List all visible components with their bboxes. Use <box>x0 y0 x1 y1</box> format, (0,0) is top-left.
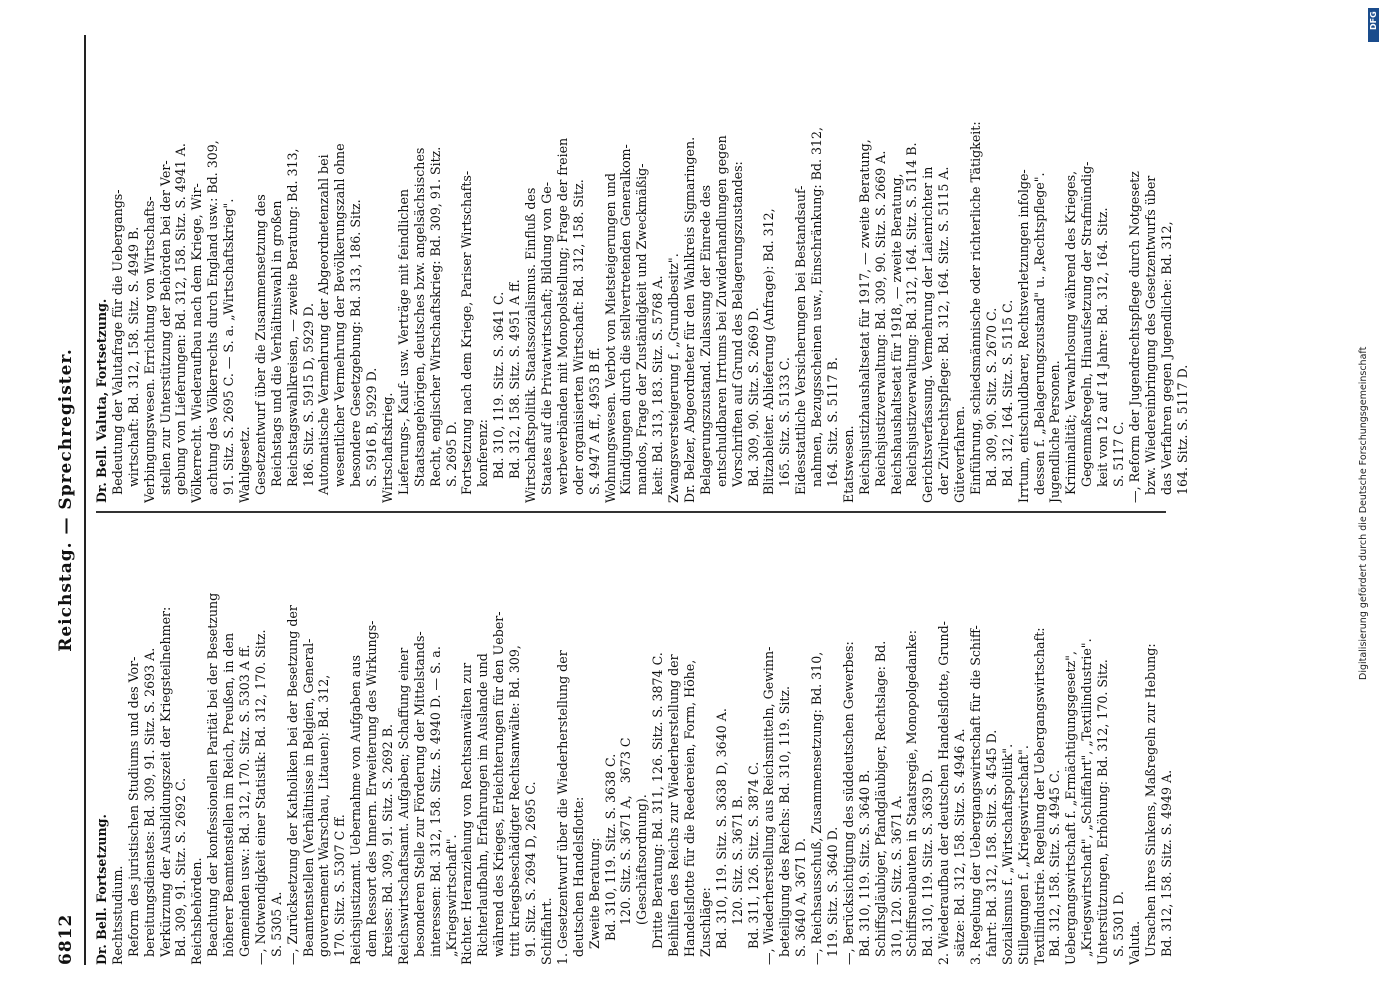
register-entry-line: S. 5916 B, 5929 D. <box>364 367 380 503</box>
register-entry-line: höherer Beamtenstellen im Reich, Preußen, in den <box>221 632 237 965</box>
register-entry-line: Belagerungszustand. Zulassung der Einrede des <box>697 185 713 503</box>
register-entry-line: (Geschäftsordnung). <box>634 794 650 965</box>
register-entry-line: Reichsjustizverwaltung: Bd. 312, 164. Sitz. S. 5114 B. <box>904 142 920 503</box>
register-entry-line: Schiffsneubauten in Staatsregie, Monopolgedanke: <box>904 630 920 965</box>
column-divider <box>96 512 1166 514</box>
register-entry-line: Zweite Beratung: <box>586 837 602 965</box>
register-entry-line: Reichsbehörden. <box>189 857 205 965</box>
register-entry-line: Gerichtsverfassung. Vermehrung der Laienrichter in <box>920 166 936 503</box>
register-entry-line: Richterlaufbahn, Erfahrungen im Auslande und <box>475 653 491 965</box>
register-entry-line: Wahlgesetz. <box>237 426 253 503</box>
register-entry-line: Güteverfahren. <box>952 405 968 503</box>
register-entry-line: Blitzableiter. Ablieferung (Anfrage): Bd. 312, <box>761 208 777 503</box>
register-entry-line: Bd. 312, 164. Sitz. S. 5115 C. <box>999 299 1015 503</box>
register-entry-line: Staates auf die Privatwirtschaft; Bildung von Ge- <box>538 182 554 503</box>
register-entry-line: tritt kriegsbeschädigter Rechtsanwälte: Bd. 309, <box>507 645 523 965</box>
register-entry-line: Zuschläge: <box>697 887 713 965</box>
register-entry-line: Beachtung der konfessionellen Parität bei der Besetzung <box>205 592 221 965</box>
register-entry-line: Beamtenstellen (Verhältnisse in Belgien, General- <box>300 638 316 965</box>
register-entry-line: konferenz: <box>475 419 491 503</box>
register-entry-line: Verbingungswesen. Errichtung von Wirtschafts- <box>141 196 157 503</box>
register-entry-line: kreises: Bd. 309, 91. Sitz. S. 2692 B. <box>380 723 396 965</box>
register-entry-line: Valuta. <box>1126 920 1142 965</box>
register-entry-line: Bd. 312, 158. Sitz. S. 4949 A. <box>1158 769 1174 965</box>
register-entry-line: Dritte Beratung: Bd. 311, 126. Sitz. S. 3874 C. <box>650 652 666 965</box>
register-entry-line: Uebergangswirtschaft f. „Ermächtigungsgesetz", <box>1063 651 1079 965</box>
dfg-logo-text: DFG <box>1369 11 1378 30</box>
register-entry-line: 91. Sitz. S. 2694 D, 2695 C. <box>523 781 539 965</box>
right-column-head: Dr. Bell. Valuta, Fortsetzung. <box>94 298 109 503</box>
left-column <box>94 517 1175 965</box>
register-entry-line: wesentlicher Vermehrung der Bevölkerungszahl ohne <box>332 143 348 503</box>
register-entry-line: „Kriegswirtschaft". <box>443 834 459 965</box>
register-entry-line: gouvernement Warschau, Litauen): Bd. 312, <box>316 674 332 965</box>
header-rule <box>84 35 86 965</box>
register-entry-line: Reichsjustizhaushaltsetat für 1917, — zweite Beratung, <box>856 139 872 503</box>
register-entry-line: Recht, englischer Wirtschaftskrieg: Bd. 309, 91. Sitz. <box>427 146 443 503</box>
register-entry-line: Staatsangehörigen, deutsches bzw. angelsächsisches <box>411 147 427 503</box>
register-entry-line: Bd. 312, 158. Sitz. S. 4951 A ff. <box>507 279 523 503</box>
register-entry-line: —, Zurücksetzung der Katholiken bei der Besetzung der <box>284 605 300 965</box>
register-entry-line: Ursachen ihres Sinkens, Maßregeln zur Hebung: <box>1142 643 1158 965</box>
register-entry-line: Schiffsgläubiger, Pfandgläubiger, Rechtslage: Bd. <box>872 640 888 965</box>
register-entry-line: Verkürzung der Ausbildungszeit der Kriegsteilnehmer: <box>157 606 173 965</box>
register-entry-line: entschuldbaren Irrtums bei Zuwiderhandlungen gegen <box>713 135 729 503</box>
register-entry-line: Bd. 312, 158. Sitz. S. 4945 C. <box>1047 769 1063 965</box>
register-entry-line: Sozialismus f. „Wirtschaftspolitik". <box>999 743 1015 965</box>
register-entry-line: der Zivilrechtspflege: Bd. 312, 164. Sitz. S. 5115 A. <box>936 166 952 503</box>
register-entry-line: —, Reform der Jugendrechtspflege durch Notgesetz <box>1126 171 1142 503</box>
page-title: Reichstag. — Sprechregister. <box>56 348 76 652</box>
register-entry-line: Eidesstattliche Versicherungen bei Bestandsauf- <box>793 185 809 503</box>
register-entry-line: fahrt: Bd. 312, 158. Sitz. S. 4545 D. <box>983 729 999 965</box>
register-entry-line: Textilindustrie. Regelung der Uebergangswirtschaft: <box>1031 627 1047 965</box>
register-entry-line: Schiffahrt. <box>538 897 554 965</box>
register-entry-line: —, Berücksichtigung des süddeutschen Gewerbes: <box>840 641 856 965</box>
register-entry-line: Kündigungen durch die stellvertretenden Generalkom- <box>618 144 634 503</box>
page-number: 6812 <box>56 913 76 965</box>
register-entry-line: Einführung, schiedsmännische oder richterliche Tätigkeit: <box>967 121 983 503</box>
register-entry-line: 120. Sitz. S. 3671 B. <box>729 795 745 965</box>
register-entry-line: Gesetzentwurf über die Zusammensetzung des <box>252 194 268 503</box>
register-entry-line: das Verfahren gegen Jugendliche: Bd. 312, <box>1158 221 1174 503</box>
register-entry-line: Bd. 309, 90. Sitz. S. 2670 C. <box>983 307 999 503</box>
register-entry-line: 1. Gesetzentwurf über die Wiederherstellung der <box>554 650 570 965</box>
register-entry-line: 164. Sitz. S. 5117 B. <box>824 357 840 503</box>
register-entry-line: S. 2695 D. <box>443 421 459 503</box>
register-entry-line: sätze: Bd. 312, 158. Sitz. S. 4946 A. <box>952 728 968 965</box>
dfg-logo <box>1368 8 1379 42</box>
right-column <box>94 55 1190 503</box>
register-entry-line: Lieferungs-, Kauf- usw. Verträge mit feindlichen <box>395 188 411 503</box>
register-entry-line: Reichshaushaltsetat für 1918, — zweite Beratung, <box>888 173 904 503</box>
register-entry-line: Beihilfen des Reichs zur Wiederherstellung der <box>666 654 682 965</box>
register-entry-line: 2. Wiederaufbau der deutschen Handelsflotte, Grund- <box>936 621 952 965</box>
register-entry-line: Reichsjustizamt. Uebernahme von Aufgaben aus <box>348 655 364 965</box>
register-entry-line: Handelsflotte für die Reedereien, Form, Höhe, <box>681 659 697 965</box>
register-entry-line: Gegenmaßregeln, Hinaufsetzung der Strafmündig- <box>1079 161 1095 503</box>
register-entry-line: bzw. Wiedereinbringung des Gesetzentwurfs über <box>1142 175 1158 503</box>
register-entry-line: Reichsjustizverwaltung: Bd. 309, 90. Sitz. S. 2669 A. <box>872 150 888 503</box>
register-entry-line: —, Reichsausschuß, Zusammensetzung: Bd. 310, <box>809 651 825 965</box>
register-entry-line: achtung des Völkerrechts durch England usw.: Bd. 309, <box>205 140 221 503</box>
register-entry-line: Bd. 310, 119. Sitz. S. 3640 B. <box>856 769 872 965</box>
register-entry-line: Jugendliche Personen. <box>1047 360 1063 503</box>
register-entry-line: keit von 12 auf 14 Jahre: Bd. 312, 164. Sitz. <box>1095 207 1111 503</box>
register-entry-line: oder organisierten Wirtschaft: Bd. 312, 158. Sitz. <box>570 179 586 503</box>
register-entry-line: 120. Sitz. S. 3671 A, 3673 C <box>618 737 634 965</box>
register-entry-line: Bd. 311, 126. Sitz. S. 3874 C. <box>745 761 761 965</box>
register-entry-line: 91. Sitz. S. 2695 C. — S. a. „Wirtschaftskrieg". <box>221 198 237 503</box>
register-entry-line: „Kriegswirtschaft", „Schiffahrt", „Textilindustrie". <box>1079 638 1095 965</box>
register-entry-line: Wirtschaftskrieg. <box>380 392 396 503</box>
register-entry-line: Automatische Vermehrung der Abgeordnetenzahl bei <box>316 154 332 503</box>
register-entry-line: 186. Sitz. S. 5915 D, 5929 D. <box>300 302 316 503</box>
digitization-note: Digitalisierung gefördert durch die Deutsche Forschungsgemeinschaft <box>1358 346 1369 680</box>
register-entry-line: S. 5117 C. <box>1111 421 1126 503</box>
register-entry-line: mandos, Frage der Zuständigkeit und Zweckmäßig- <box>634 163 650 503</box>
register-entry-line: keit: Bd. 313, 183. Sitz. S. 5768 A. <box>650 275 666 503</box>
register-entry-line: Wohnungswesen. Verbot von Mietsteigerungen und <box>602 173 618 503</box>
register-entry-line: Rechtsstudium. <box>109 865 125 965</box>
register-entry-line: stellen zur Unterstützung der Behörden bei der Ver- <box>157 160 173 503</box>
register-entry-line: Kriminalität; Verwahrlosung während des Krieges, <box>1063 170 1079 503</box>
register-entry-line: 310, 120. Sitz. S. 3671 A. <box>888 795 904 965</box>
register-entry-line: 170. Sitz. S. 5307 C ff. <box>332 814 348 965</box>
register-entry-line: S. 5301 D. <box>1111 891 1126 965</box>
left-column-head: Dr. Bell. Fortsetzung. <box>94 814 109 965</box>
register-entry-line: —, Notwendigkeit einer Statistik: Bd. 312, 170. Sitz. <box>252 629 268 965</box>
register-entry-line: Reichstagswahlkreisen, — zweite Beratung: Bd. 313, <box>284 148 300 503</box>
rotated-page-content <box>50 35 1190 965</box>
register-entry-line: interessen: Bd. 312, 158. Sitz. S. 4940 D. — S. a. <box>427 646 443 965</box>
register-entry-line: dem Ressort des Innern. Erweiterung des Wirkungs- <box>364 620 380 965</box>
register-entry-line: S. 4947 A ff., 4953 B ff. <box>586 347 602 503</box>
register-entry-line: dessen f. „Belagerungszustand" u. „Rechtspflege". <box>1031 172 1047 503</box>
register-entry-line: während des Krieges, Erleichterungen für den Ueber- <box>491 611 507 965</box>
register-entry-line: werbeverbänden mit Monopolstellung; Frage der freien <box>554 137 570 503</box>
register-entry-line: Richter. Heranziehung von Rechtsanwälten zur <box>459 662 475 965</box>
register-entry-line: 164. Sitz. S. 5117 D. <box>1174 364 1190 503</box>
register-entry-line: Vorschriften auf Grund des Belagerungszustandes: <box>729 161 745 503</box>
register-entry-line: S. 5305 A. <box>268 891 284 965</box>
register-entry-line: Völkerrecht. Wiederaufbau nach dem Kriege, Wir- <box>189 183 205 503</box>
register-entry-line: Bd. 309, 91. Sitz. S. 2692 C. <box>173 777 189 965</box>
register-entry-line: Stillegungen f. „Kriegswirtschaft". <box>1015 745 1031 965</box>
register-entry-line: Bedeutung der Valutafrage für die Uebergangs- <box>109 189 125 503</box>
register-entry-line: besonderen Stelle zur Förderung der Mittelstands- <box>411 631 427 965</box>
register-entry-line: Etatswesen. <box>840 425 856 503</box>
register-entry-line: —, Wiederherstellung aus Reichsmitteln, Gewinn- <box>761 646 777 965</box>
register-entry-line: bereitungsdienstes: Bd. 309, 91. Sitz. S. 2693 A. <box>141 647 157 965</box>
register-entry-line: nahmen, Bezugsscheinen usw., Einschränkung: Bd. 312, <box>809 126 825 503</box>
register-entry-line: Dr. Belzer, Abgeordneter für den Wahlkreis Sigmaringen. <box>681 136 697 503</box>
register-entry-line: deutschen Handelsflotte: <box>570 796 586 965</box>
register-entry-line: Bd. 309, 90. Sitz. S. 2669 D. <box>745 307 761 503</box>
register-entry-line: Fortsetzung nach dem Kriege, Pariser Wirtschafts- <box>459 170 475 503</box>
register-entry-line: Reichswirtschaftsamt. Aufgaben; Schaffung einer <box>395 647 411 965</box>
register-entry-line: 3. Regelung der Uebergangswirtschaft für die Schiff- <box>967 625 983 965</box>
register-entry-line: 165. Sitz. S. 5133 C. <box>777 357 793 503</box>
register-entry-line: beteiligung des Reichs: Bd. 310, 119. Sitz. <box>777 685 793 965</box>
register-entry-line: Bd. 310, 119. Sitz. S. 3638 D, 3640 A. <box>713 708 729 965</box>
register-entry-line: Bd. 310, 119. Sitz. S. 3639 D. <box>920 769 936 965</box>
register-entry-line: Gemeinden usw.: Bd. 312, 170. Sitz. S. 5303 A ff. <box>237 644 253 965</box>
register-entry-line: Wirtschaftspolitik. Staatssozialismus. Einfluß des <box>523 187 539 503</box>
register-entry-line: 119. Sitz. S. 3640 D. <box>824 826 840 965</box>
register-entry-line: wirtschaft: Bd. 312, 158. Sitz. S. 4949 B. <box>125 226 141 503</box>
register-entry-line: Reform des juristischen Studiums und des Vor- <box>125 656 141 965</box>
register-entry-line: S. 3640 A, 3671 D. <box>793 837 809 965</box>
register-entry-line: Irrtum, entschuldbarer, Rechtsverletzungen infolge- <box>1015 169 1031 503</box>
register-entry-line: Zwangsversteigerung f. „Grundbesitz". <box>666 253 682 503</box>
register-entry-line: Bd. 310, 119. Sitz. S. 3641 C. <box>491 291 507 503</box>
register-entry-line: Unterstützungen, Erhöhung: Bd. 312, 170. Sitz. <box>1095 659 1111 965</box>
register-entry-line: gebung von Lieferungen: Bd. 312, 158. Sitz. S. 4941 A. <box>173 143 189 503</box>
register-entry-line: Bd. 310, 119. Sitz. S. 3638 C. <box>602 753 618 965</box>
register-entry-line: Reichstags und die Verhältniswahl in großen <box>268 200 284 503</box>
register-entry-line: besondere Gesetzgebung: Bd. 313, 186. Sitz. <box>348 199 364 503</box>
